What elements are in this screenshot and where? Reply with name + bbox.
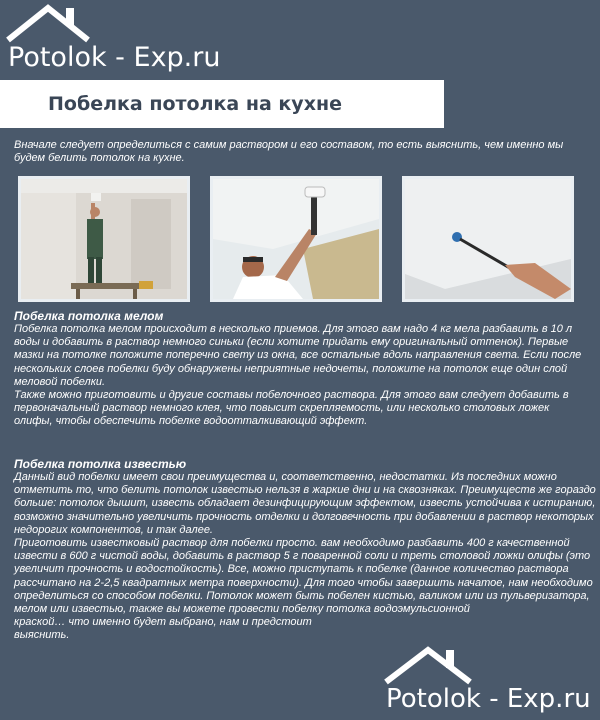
section-paragraph: Данный вид побелки имеет свои преимущества и, соответственно, недостатки. Из последних можно отметить то, что белить потолок известью нельзя в жаркие дни и на сквозняках. Преимуществ же гораздо больше: потолок дышит, известь обладает дезинфицирующим эффектом, известь устойчива к истиранию, возможно значительно увеличить прочность отделки и долговечность при добавлении в раствор некоторых недорогих компонентов, и так далее. xyxy=(14,471,596,536)
section-paragraph: Приготовить известковый раствор для побелки просто. вам необходимо разбавить 400 г качественной извести в 600 г чистой воды, добавить в раствор 5 г поваренной соли и треть столовой ложки олифы (это увеличит прочность и водостойкость). Все, можно приступать к побелке (данное количество раствора рассчитано на 2-2,5 квадратных метра поверхности). Для того чтобы завершить начатое, нам необходимо определиться со способом побелки. Потолок может быть побелен кистью, валиком или из пульверизатора, мелом или известью, также вы можете провести побелку потолка водоэмульсионной xyxy=(14,537,593,616)
logo-text: Potolok - Exp.ru xyxy=(8,42,221,73)
section-heading: Побелка потолка известью xyxy=(14,457,187,471)
photo-painter-on-scaffold xyxy=(18,176,190,302)
logo-text: Potolok - Exp.ru xyxy=(386,684,591,714)
page-title: Побелка потолка на кухне xyxy=(48,93,342,115)
section-chalk xyxy=(14,309,590,429)
house-roof-icon xyxy=(382,642,474,686)
photo-strip xyxy=(18,176,584,306)
intro-text: Вначале следует определиться с самим раствором и его составом, то есть выяснить, чем именно мы будем белить потолок на кухне. xyxy=(14,139,564,165)
section-lime xyxy=(14,457,598,643)
section-paragraph-tail: краской… что именно будет выбрано, нам и предстоит выяснить. xyxy=(14,616,312,642)
site-logo-top[interactable] xyxy=(0,0,240,80)
photo-man-with-roller xyxy=(210,176,382,302)
section-paragraph: Побелка потолка мелом происходит в несколько приемов. Для этого вам надо 4 кг мела разбавить в 10 л воды и добавить в раствор немного синьки (если хотите придать ему оригинальный оттенок). Первые мазки на потолке положите поперечно свету из окна, все остальные вдоль направления света. Если после нескольких слоев побелки буду обнаружены неприятные недочеты, положите на потолок еще один слой меловой побелки. xyxy=(14,323,582,388)
photo-ceiling-roller xyxy=(402,176,574,302)
site-logo-bottom[interactable] xyxy=(380,640,600,720)
section-heading: Побелка потолка мелом xyxy=(14,309,164,323)
section-paragraph: Также можно приготовить и другие составы побелочного раствора. Для этого вам следует добавить в первоначальный раствор немного клея, что повысит скрепляемость, или несколько столовых ложек олифы, чтобы обеспечить побелке водоотталкивающий эффект. xyxy=(14,389,569,428)
house-roof-icon xyxy=(4,2,94,44)
title-banner xyxy=(0,80,444,128)
